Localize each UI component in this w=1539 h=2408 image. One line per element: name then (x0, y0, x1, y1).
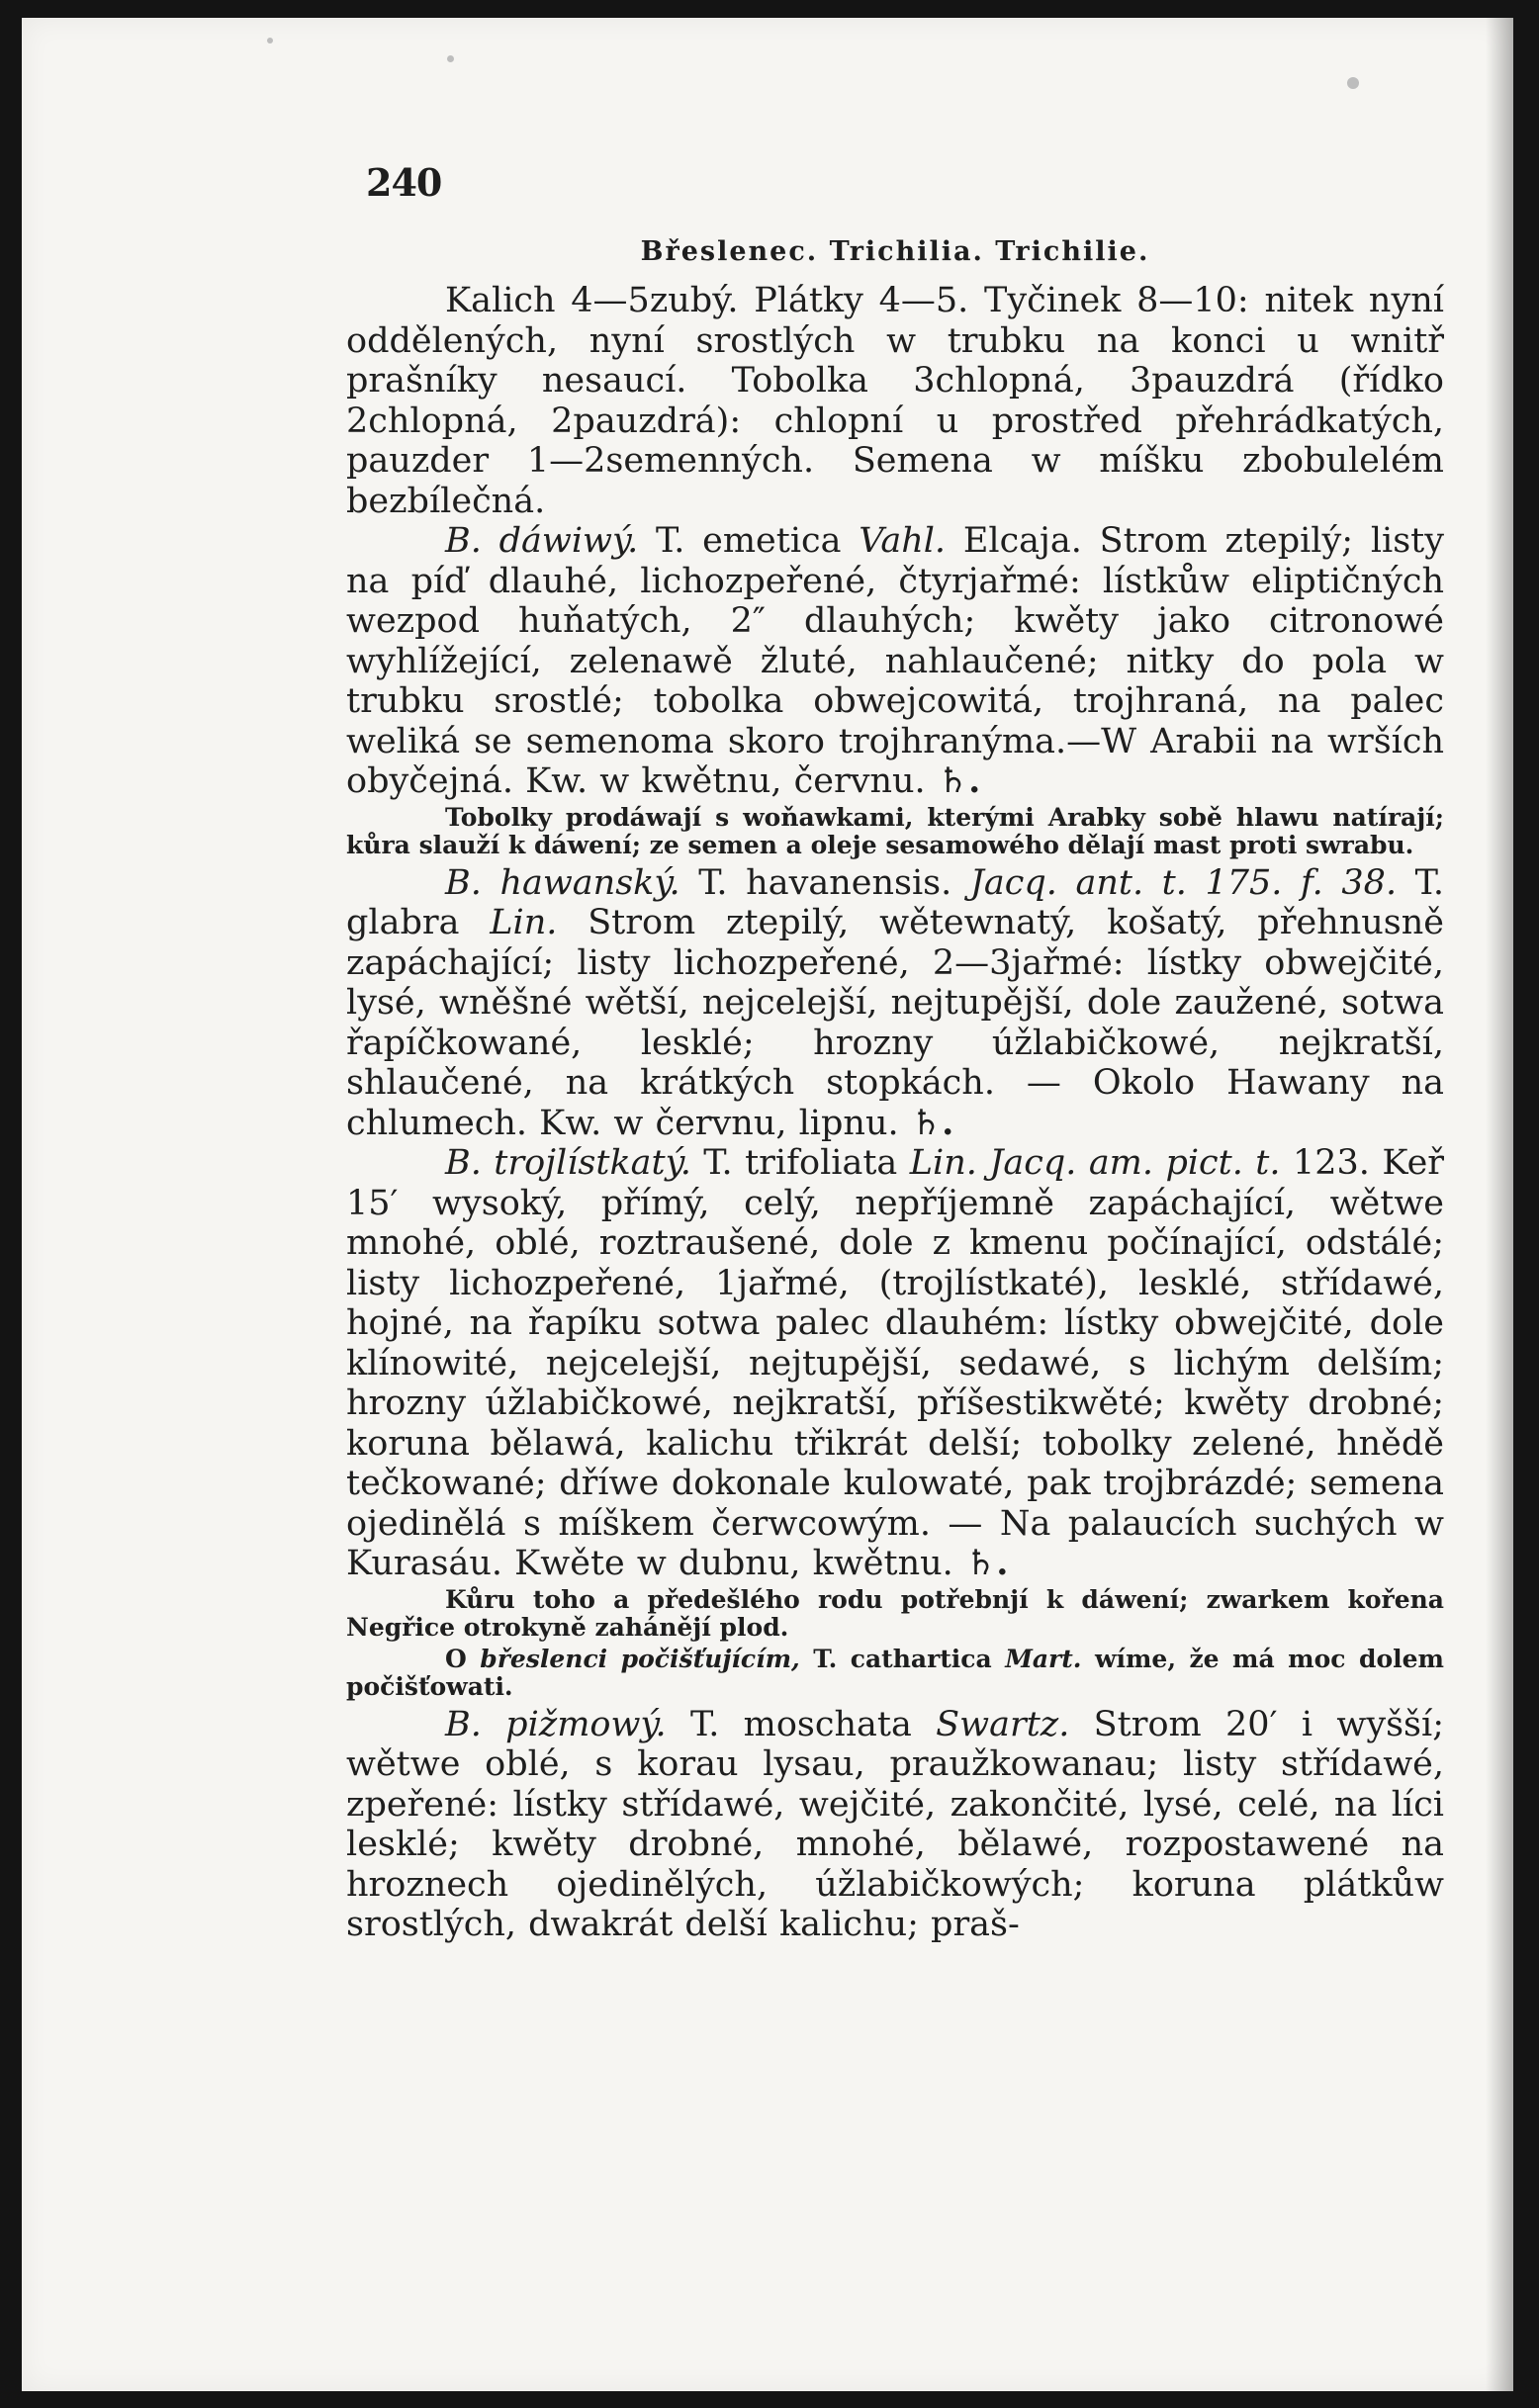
genus-description: Kalich 4—5zubý. Plátky 4—5. Tyčinek 8—10: nitek nyní oddělených, nyní srostlých w trubku na konci u wnitř prašníky nesaucí. Tobolka 3chlopná, 3pauzdrá (řídko 2chlopná, 2pauzdrá): chlopní u prostřed přehrádkatých, pauzder 1—2semenných. Semena w míšku zbobulelém bezbílečná. (346, 281, 1444, 521)
paper-speck (447, 55, 454, 62)
author-citation: Vahl. (859, 521, 947, 561)
latin-name: T. emetica (638, 521, 860, 561)
note-lead: O (445, 1644, 481, 1673)
page-number: 240 (366, 160, 442, 205)
author-citation: Lin. Jacq. am. pict. t. (909, 1143, 1281, 1183)
shrub-symbol: ♄. (910, 1102, 954, 1143)
species-name: B. hawanský. (445, 862, 680, 903)
species-trifoliata (346, 1143, 1444, 1584)
usage-note: Tobolky prodáwají s woňawkami, kterými Arabky sobě hlawu natírají; kůra slauží k dáwení; ze semen a oleje sesamowého dělají mast proti swrabu. (346, 802, 1444, 859)
species-name: B. dáwiwý. (445, 521, 639, 561)
shrub-symbol: ♄. (964, 1543, 1009, 1583)
species-havanensis (346, 863, 1444, 1144)
author-citation: Swartz. (936, 1704, 1070, 1744)
latin-name: T. trifoliata (690, 1143, 910, 1183)
usage-note: Kůru toho a předešlého rodu potřebnjí k dáwení; zwarkem kořena Negřice otrokyně zahánějí plod. (346, 1584, 1444, 1642)
note-text: wíme, že má moc dolem počišťowati. (346, 1644, 1444, 1701)
species-moschata (346, 1705, 1444, 1945)
synonym-name: T. glabra (346, 862, 1445, 942)
usage-note (346, 1646, 1444, 1701)
species-name: B. pižmowý. (445, 1704, 667, 1744)
species-name: B. trojlístkatý. (445, 1143, 691, 1183)
page-content (346, 136, 1444, 1945)
book-page (22, 18, 1513, 2391)
author-citation: Mart. (1005, 1644, 1082, 1673)
species-description: Strom 20′ i wyšší; wětwe oblé, s korau lysau, praužkowanau; listy střídawé, zpeřené: lístky střídawé, wejčité, zakončité, lysé, celé, na líci lesklé; kwěty drobné, mnohé, bělawé, rozpostawené na hroznech ojedinělých, úžlabičkowých; koruna plátkůw srostlých, dwakrát delší kalichu; praš- (346, 1704, 1445, 1944)
paper-speck (267, 38, 273, 44)
latin-name: T. moschata (666, 1704, 937, 1744)
paper-speck (1347, 77, 1359, 89)
latin-name: T. cathartica (799, 1644, 1006, 1673)
running-header: Břeslenec. Trichilia. Trichilie. (640, 236, 1150, 267)
species-description: Strom ztepilý, wětewnatý, košatý, přehnusně zapáchající; listy lichozpeřené, 2—3jařmé: lístky obwejčité, lysé, wněšné wětší, nejcelejší, nejtupější, dole zaužené, sotwa řapíčkowané, lesklé; hrozny úžlabičkowé, nejkratší, shlaučené, na krátkých stopkách. — Okolo Hawany na chlumech. Kw. w červnu, lipnu. (346, 903, 1444, 1143)
species-emetica (346, 521, 1444, 802)
species-description: 123. Keř 15′ wysoký, přímý, celý, nepříjemně zapáchající, wětwe mnohé, oblé, roztraušené, dole z kmenu počínající, odstálé; listy lichozpeřené, 1jařmé, (trojlístkaté), lesklé, střídawé, hojné, na řapíku sotwa palec dlauhém: lístky obwejčité, dole klínowité, nejcelejší, nejtupější, sedawé, s lichým delším; hrozny úžlabičkowé, nejkratší, příšestikwěté; kwěty drobné; koruna bělawá, kalichu třikrát delší; tobolky zelené, hnědě tečkowané; dříwe dokonale kulowaté, pak trojbrázdé; semena ojedinělá s míškem čerwcowým. — Na palaucích suchých w Kurasáu. Kwěte w dubnu, kwětnu. (346, 1143, 1445, 1583)
latin-name: T. havanensis. (679, 862, 970, 903)
synonym-author: Lin. (490, 903, 558, 942)
species-name: břeslenci počišťujícím, (480, 1644, 800, 1673)
author-citation: Jacq. ant. t. 175. f. 38. (969, 862, 1398, 903)
page-edge-shadow (1486, 18, 1513, 2391)
shrub-symbol: ♄. (937, 760, 981, 801)
species-description: Elcaja. Strom ztepilý; listy na píď dlauhé, lichozpeřené, čtyrjařmé: lístkůw eliptičných wezpod huňatých, 2″ dlauhých; kwěty jako citronowé wyhlížející, zelenawě žluté, nahlaučené; nitky do pola w trubku srostlé; tobolka obwejcowitá, trojhraná, na palec weliká se semenoma skoro trojhranýma.—W Arabii na wrších obyčejná. Kw. w kwětnu, červnu. (346, 521, 1445, 801)
